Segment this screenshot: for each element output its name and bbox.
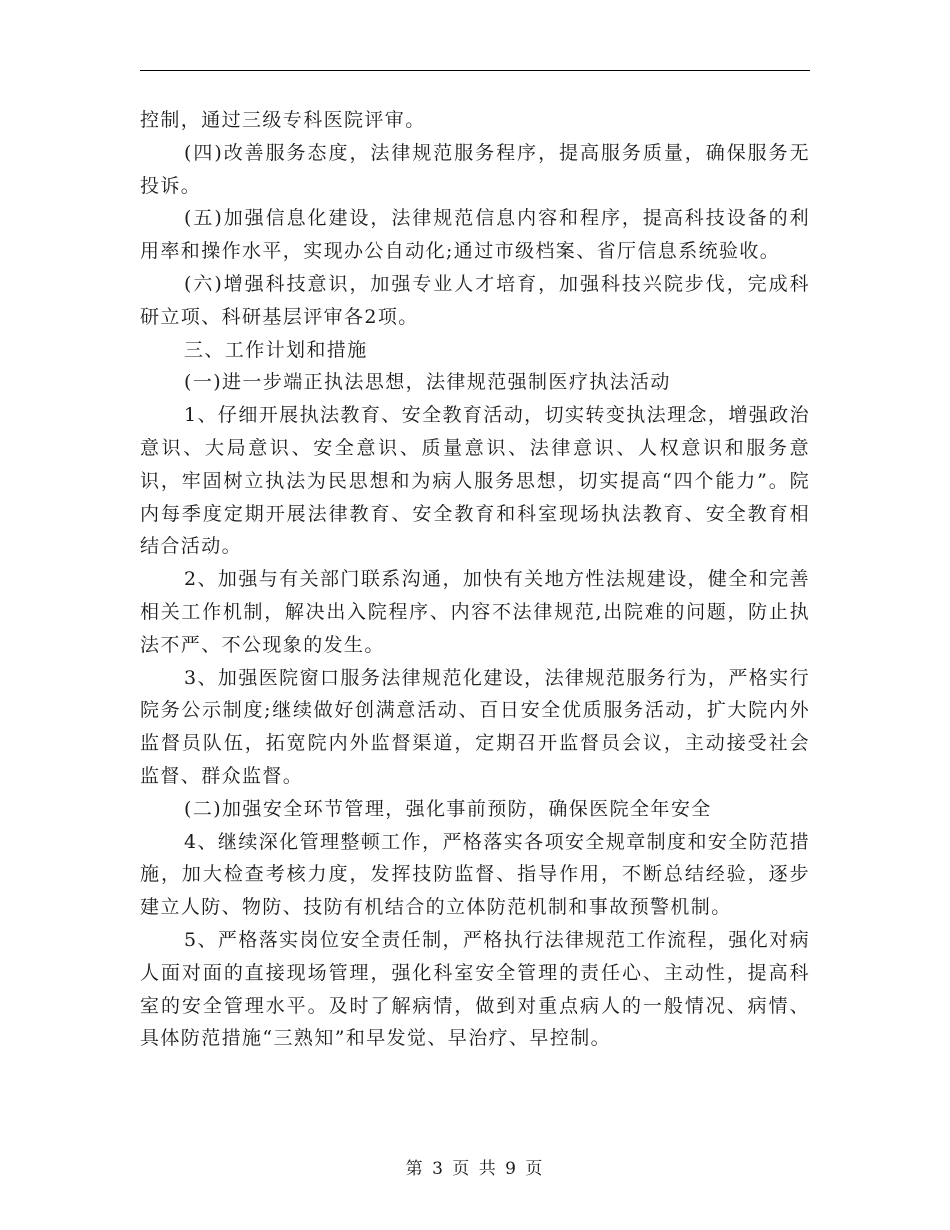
section-heading-3: 三、工作计划和措施 (184, 338, 368, 361)
paragraph-continuation: 控制，通过三级专科医院评审。 (140, 109, 426, 131)
paragraph-item-6: (六)增强科技意识，加强专业人才培育，加强科技兴院步伐，完成科研立项、科研基层评审各2项。 (140, 272, 810, 328)
paragraph-item-4: (四)改善服务态度，法律规范服务程序，提高服务质量，确保服务无投诉。 (140, 141, 810, 197)
header-rule (140, 70, 810, 71)
paragraph-measure-1: 1、仔细开展执法教育、安全教育活动，切实转变执法理念，增强政治意识、大局意识、安全意识、质量意识、法律意识、人权意识和服务意识，牢固树立执法为民思想和为病人服务思想，切实提高“四个能力”。院内每季度定期开展法律教育、安全教育和科室现场执法教育、安全教育相结合活动。 (140, 404, 810, 558)
paragraph-measure-5: 5、严格落实岗位安全责任制，严格执行法律规范工作流程，强化对病人面对面的直接现场管理，强化科室安全管理的责任心、主动性，提高科室的安全管理水平。及时了解病情，做到对重点病人的一般情况、病情、具体防范措施“三熟知”和早发觉、早治疗、早控制。 (140, 928, 810, 1050)
subsection-heading-2: (二)加强安全环节管理，强化事前预防，确保医院全年安全 (184, 797, 712, 820)
page-number: 第 3 页 共 9 页 (405, 1159, 545, 1179)
subsection-heading-1: (一)进一步端正执法思想，法律规范强制医疗执法活动 (184, 371, 671, 394)
paragraph-measure-4: 4、继续深化管理整顿工作，严格落实各项安全规章制度和安全防范措施，加大检查考核力度，发挥技防监督、指导作用，不断总结经验，逐步建立人防、物防、技防有机结合的立体防范机制和事故预警机制。 (140, 830, 810, 919)
document-body (140, 104, 810, 1055)
paragraph-item-5: (五)加强信息化建设，法律规范信息内容和程序，提高科技设备的利用率和操作水平，实现办公自动化;通过市级档案、省厅信息系统验收。 (140, 207, 810, 263)
paragraph-measure-2: 2、加强与有关部门联系沟通，加快有关地方性法规建设，健全和完善相关工作机制，解决出入院程序、内容不法律规范,出院难的问题，防止执法不严、不公现象的发生。 (140, 568, 810, 656)
paragraph-measure-3: 3、加强医院窗口服务法律规范化建设，法律规范服务行为，严格实行院务公示制度;继续做好创满意活动、百日安全优质服务活动，扩大院内外监督员队伍，拓宽院内外监督渠道，定期召开监督员会议，主动接受社会监督、群众监督。 (140, 666, 810, 787)
